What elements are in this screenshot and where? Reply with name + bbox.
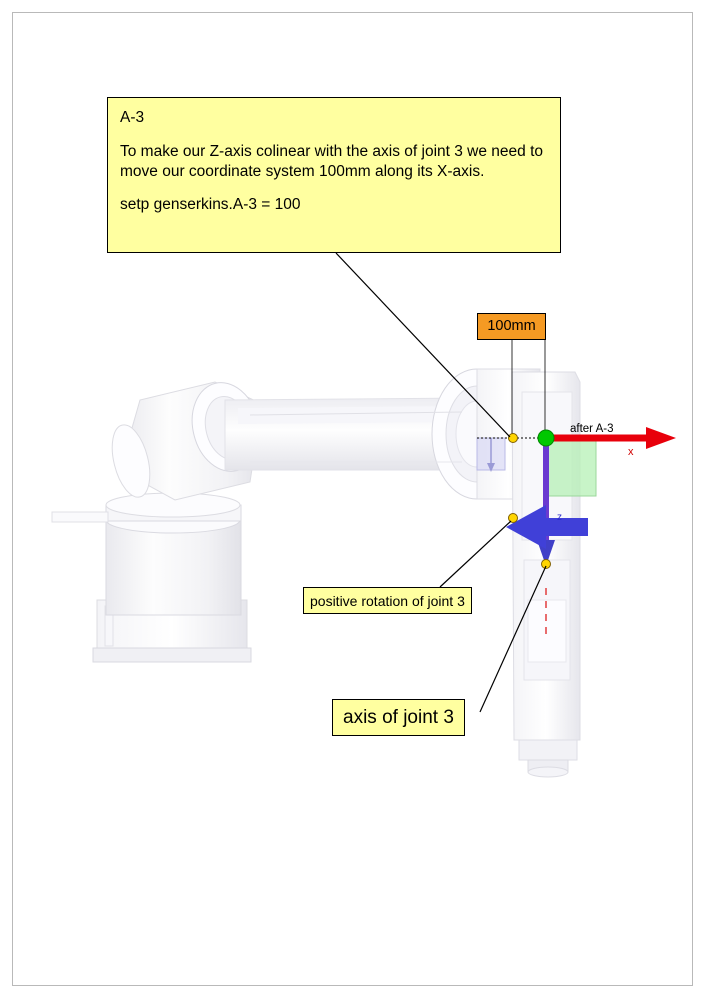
callout-a3-command: setp genserkins.A-3 = 100 — [120, 196, 301, 214]
badge-100mm: 100mm — [477, 313, 546, 340]
callout-axis-of-joint-3[interactable]: axis of joint 3 — [332, 699, 465, 736]
callout-positive-rotation[interactable]: positive rotation of joint 3 — [303, 587, 472, 614]
leader-line-rotation — [440, 521, 511, 587]
label-after-a3: after A-3 — [570, 423, 614, 435]
origin-marker-old — [509, 434, 518, 443]
joint-marker-upper — [509, 514, 518, 523]
callout-a3[interactable] — [107, 97, 561, 253]
robot-base — [52, 493, 251, 662]
label-z-axis: z — [557, 512, 562, 523]
origin-marker-new — [538, 430, 554, 446]
frame-plane-green — [544, 438, 596, 496]
callout-a3-body: To make our Z-axis colinear with the axis of joint 3 we need to move our coordinate system 100mm along its X-axis. — [120, 142, 544, 180]
label-x-axis: x — [628, 446, 634, 458]
callout-a3-title: A-3 — [120, 109, 145, 126]
